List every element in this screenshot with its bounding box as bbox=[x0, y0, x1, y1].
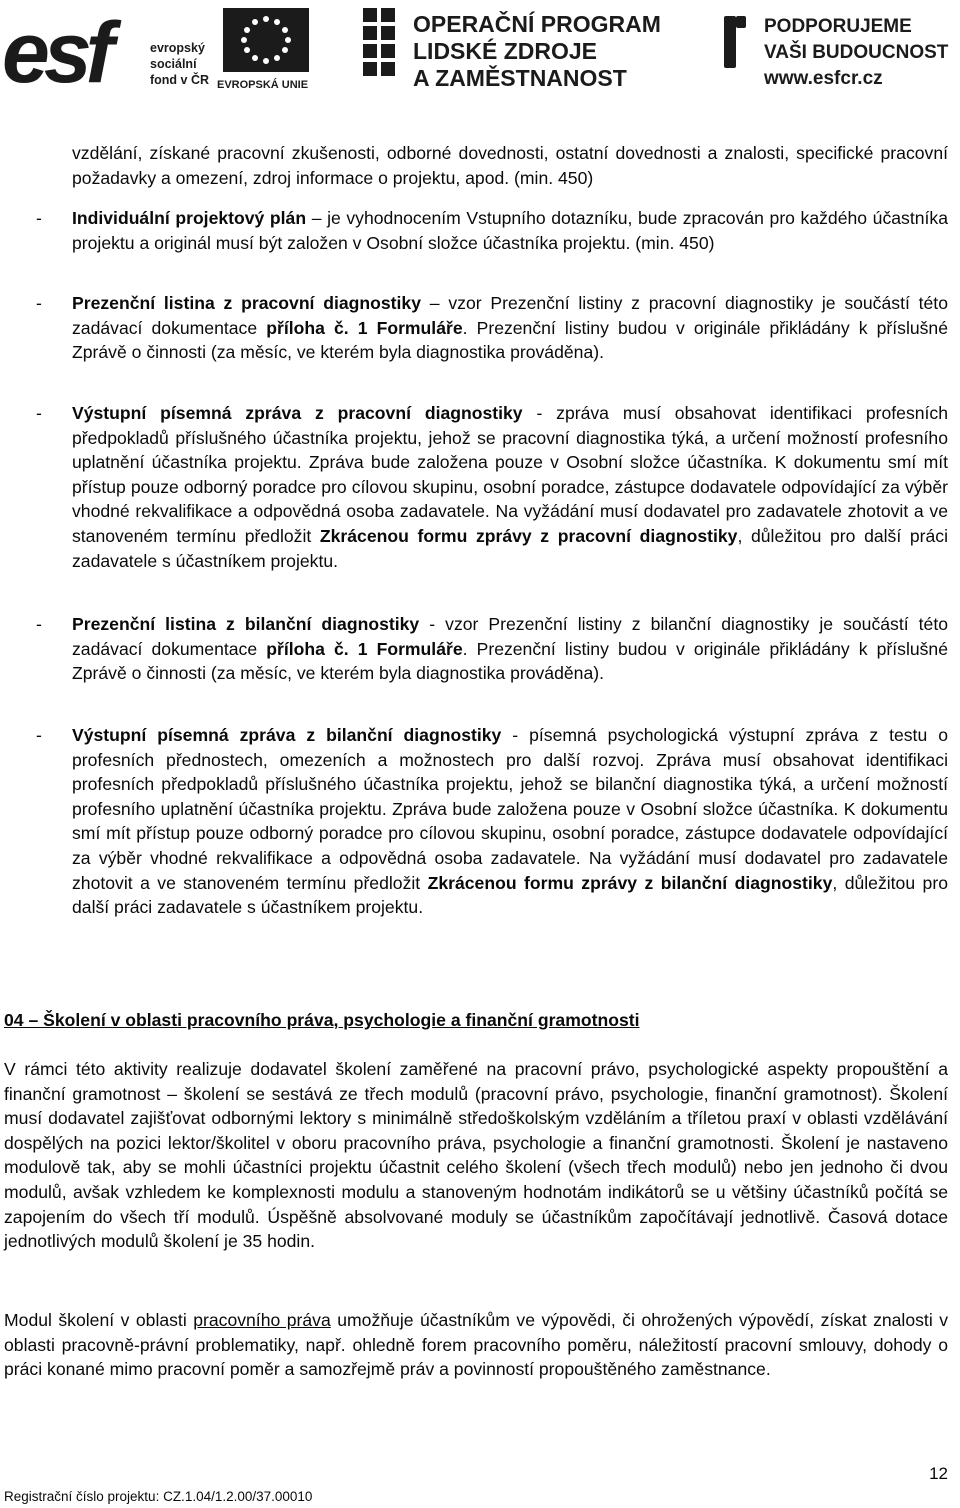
bullet-report-balance-diagnostics bbox=[36, 723, 948, 920]
bullet-title: Výstupní písemná zpráva z pracovní diagnostiky bbox=[72, 403, 523, 423]
bullet-attendance-work-diagnostics bbox=[36, 291, 948, 365]
op-emblem-icon bbox=[363, 8, 395, 76]
para-text-2: umožňuje účastníkům ve výpovědi, či ohrožených výpovědí, získat znalosti v oblasti pracovně-právní problematiky, např. ohledně forem pracovního poměru, náležitostí pracovní smlouvy, dohody o práci konané mimo pracovní poměr a samozřejmě práv a povinností propouštěného zaměstnance. bbox=[4, 1310, 948, 1380]
eu-caption: EVROPSKÁ UNIE bbox=[217, 79, 309, 91]
bullet-dash: - bbox=[36, 208, 42, 228]
short-report-name: Zkrácenou formu zprávy z bilanční diagnostiky bbox=[427, 872, 833, 893]
labour-law-term: pracovního práva bbox=[193, 1310, 331, 1330]
bullet-title: Výstupní písemná zpráva z bilanční diagnostiky bbox=[72, 725, 502, 745]
bullet-title: Individuální projektový plán bbox=[72, 208, 307, 228]
section-heading: 04 – Školení v oblasti pracovního práva, psychologie a finanční gramotnosti bbox=[4, 1010, 640, 1030]
bullet-text-2: , důležitou pro další práci zadavatele s účastníkem projektu. bbox=[72, 872, 948, 918]
bullet-text-2: , důležitou pro další práci zadavatele s účastníkem projektu. bbox=[72, 525, 948, 571]
page-number: 12 bbox=[929, 1464, 948, 1483]
esfcr-website: www.esfcr.cz bbox=[764, 68, 883, 89]
bullet-text: – je vyhodnocením Vstupního dotazníku, bude zpracován pro každého účastníka projektu a originál musí být založen v Osobní složce účastníka projektu. (min. 450) bbox=[72, 208, 948, 253]
bullet-text-2: . Prezenční listiny budou v originále přikládány k příslušné Zprávě o činnosti (za měsíc, ve kterém byla diagnostika prováděna). bbox=[72, 638, 949, 684]
slogan-mark-icon bbox=[724, 16, 746, 68]
esf-caption-1: evropský bbox=[150, 41, 205, 55]
esf-caption-2: sociální bbox=[150, 57, 197, 71]
short-report-name: Zkrácenou formu zprávy z pracovní diagnostiky bbox=[319, 525, 738, 546]
bullet-dash: - bbox=[36, 293, 42, 313]
op-line-1: OPERAČNÍ PROGRAM bbox=[413, 11, 661, 37]
continuation-text: vzdělání, získané pracovní zkušenosti, odborné dovednosti, ostatní dovednosti a znalosti, specifické pracovní požadavky a omezení, zdroj informace o projektu, apod. (min. 450) bbox=[72, 143, 948, 188]
esf-mark: esf bbox=[2, 5, 109, 98]
bullet-text: - písemná psychologická výstupní zpráva z testu o profesních přednostech, omezeních a možnostech pro další rozvoj. Zpráva musí obsahovat identifikaci profesních předpokladů příslušného účastníka projektu, jehož se bilanční diagnostika týká, a určení možností profesního uplatnění účastníka projektu. Zpráva bude založena pouze v Osobní složce účastníka. K dokumentu smí mít přístup pouze odborný poradce pro cílovou skupinu, osobní poradce, zástupce dodavatele odpovídající za výběr vhodné rekvalifikace a odpovědná osoba zadavatele. Na vyžádání musí dodavatel pro zadavatele zhotovit a ve stanoveném termínu předložit bbox=[72, 725, 948, 893]
training-paragraph: V rámci této aktivity realizuje dodavatel školení zaměřené na pracovní právo, psychologické aspekty propouštění a finanční gramotnost – školení se sestává ze třech modulů (pracovní právo, psychologie, finanční gramotnost). Školení musí dodavatel zajišťovat odbornými lektory s minimálně středoškolským vzděláním a tříletou praxí v oblasti vzdělávání dospělých na pozici lektor/školitel v oboru pracovního práva, psychologie a finanční gramotnosti. Školení je nastaveno modulově tak, aby se mohli účastníci projektu účastnit celého školení (všech třech modulů) nebo jen jednoho či dvou modulů, avšak vzhledem ke komplexnosti modulu a stanoveným hodnotám indikátorů se u většiny účastníků počítá se zapojením do všech tří modulů. Úspěšně absolvované moduly se účastníkům započítávají jednotlivě. Časová dotace jednotlivých modulů školení je 35 hodin. bbox=[4, 1059, 948, 1252]
para-text: Modul školení v oblasti bbox=[4, 1310, 194, 1330]
esf-caption-3: fond v ČR bbox=[150, 73, 210, 87]
bullet-attendance-balance-diagnostics bbox=[36, 612, 948, 686]
registration-number: Registrační číslo projektu: CZ.1.04/1.2.00/37.00010 bbox=[4, 1489, 313, 1504]
op-line-2: LIDSKÉ ZDROJE bbox=[413, 38, 598, 64]
bullet-text: - vzor Prezenční listiny z bilanční diagnostiky je součástí této zadávací dokumentace bbox=[72, 614, 948, 659]
attachment-ref: příloha č. 1 Formuláře bbox=[266, 317, 463, 338]
op-lzz-logo bbox=[355, 0, 715, 98]
slogan-line-2: VAŠI BUDOUCNOST bbox=[764, 42, 949, 63]
bullet-dash: - bbox=[36, 614, 42, 634]
bullet-text: - zpráva musí obsahovat identifikaci profesních předpokladů příslušného účastníka projektu, jehož se pracovní diagnostika týká, a určení možností profesního uplatnění účastníka projektu. Zpráva bude založena pouze v Osobní složce účastníka. K dokumentu smí mít přístup pouze odborný poradce pro cílovou skupinu, osobní poradce, zástupce dodavatele odpovídající za výběr vhodné rekvalifikace a odpovědná osoba zadavatele. Na vyžádání musí dodavatel pro zadavatele zhotovit a ve stanoveném termínu předložit bbox=[72, 403, 949, 546]
bullet-title: Prezenční listina z pracovní diagnostiky bbox=[72, 293, 421, 313]
slogan-logo bbox=[716, 0, 960, 98]
op-line-3: A ZAMĚSTNANOST bbox=[413, 65, 627, 91]
bullet-text: – vzor Prezenční listiny z pracovní diagnostiky je součástí této zadávací dokumentace bbox=[72, 293, 948, 338]
slogan-line-1: PODPORUJEME bbox=[764, 16, 912, 37]
bullet-text-2: . Prezenční listiny budou v originále přikládány k příslušné Zprávě o činnosti (za měsíc, ve kterém byla diagnostika prováděna). bbox=[72, 317, 949, 363]
attachment-ref: příloha č. 1 Formuláře bbox=[266, 638, 463, 659]
bullet-individual-plan bbox=[36, 206, 948, 255]
esf-logo bbox=[0, 0, 215, 98]
bullet-dash: - bbox=[36, 403, 42, 423]
bullet-dash: - bbox=[36, 725, 42, 745]
labour-law-paragraph bbox=[4, 1308, 948, 1382]
header-logos bbox=[0, 0, 960, 100]
bullet-title: Prezenční listina z bilanční diagnostiky bbox=[72, 614, 420, 634]
bullet-report-work-diagnostics bbox=[36, 401, 948, 573]
eu-flag-logo bbox=[215, 0, 325, 98]
